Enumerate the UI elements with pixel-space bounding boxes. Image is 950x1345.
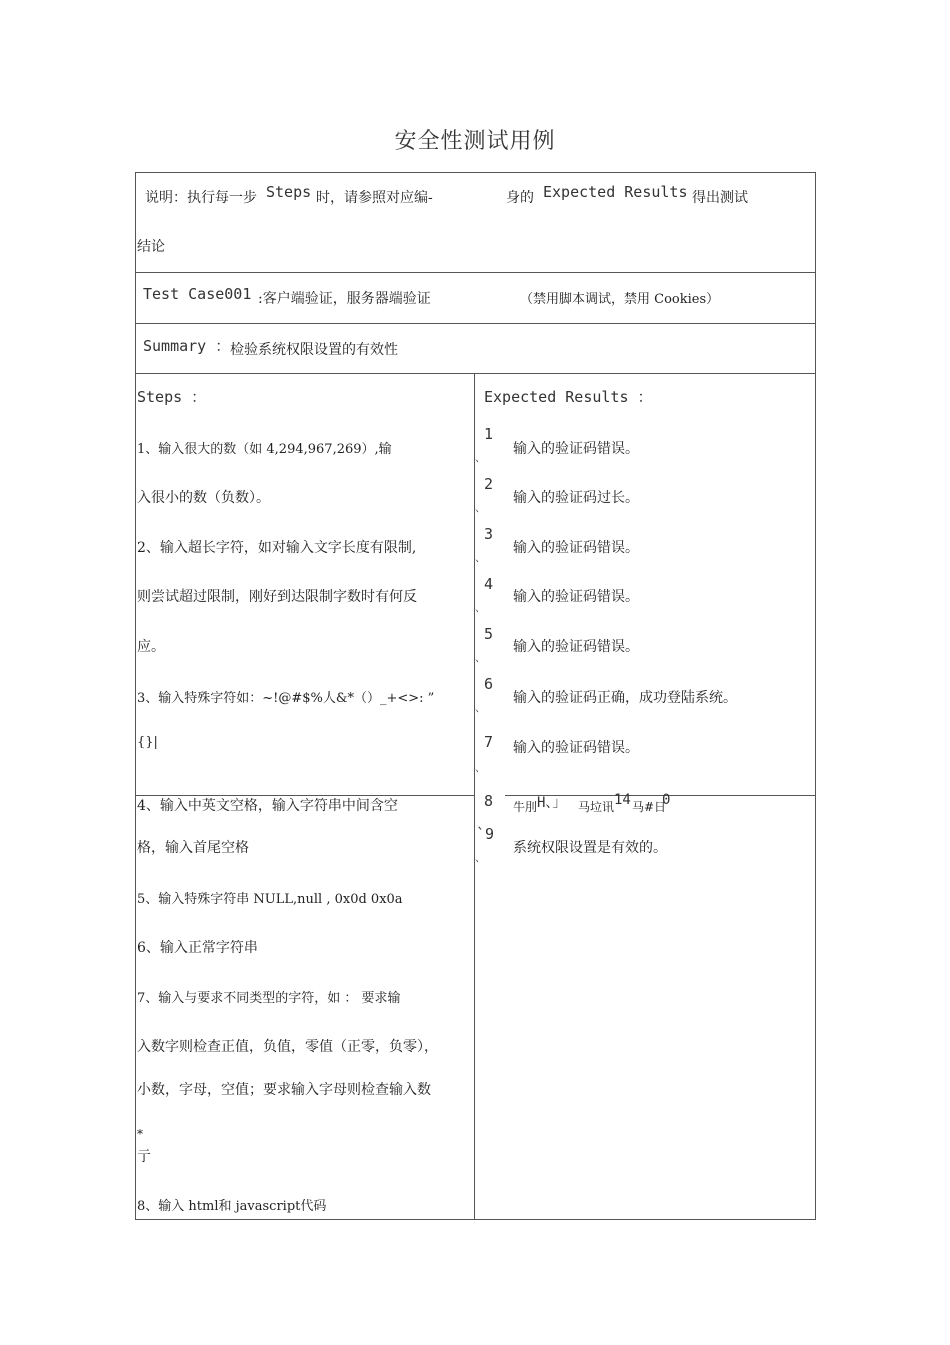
step-line: 8、输入 html和 javascript代码: [137, 1199, 327, 1214]
step-line: 入很小的数（负数）。: [137, 490, 270, 506]
step-line: {}|: [137, 735, 158, 750]
expected-tick: 、: [475, 551, 486, 564]
description-expected-word: Expected Results: [543, 183, 688, 201]
step-line: *: [137, 1127, 143, 1141]
description-part1: 说明：执行每一步: [145, 190, 257, 206]
step-line: 6、输入正常字符串: [137, 940, 258, 956]
row-divider-testcase: [135, 323, 816, 324]
expected-result: 输入的验证码错误。: [513, 540, 639, 556]
step-line: 格，输入首尾空格: [137, 840, 249, 856]
row-divider-summary: [135, 373, 816, 374]
step-line: 亍: [137, 1149, 151, 1165]
steps-header: Steps ：: [137, 388, 207, 406]
expected-number: 6: [484, 675, 494, 693]
description-part3: 身的: [506, 190, 534, 206]
page-title: 安全性测试用例: [394, 129, 556, 154]
expected-number: 3: [484, 525, 494, 543]
step-line: 小数，字母，空值；要求输入字母则检查输入数: [137, 1082, 431, 1098]
expected-number: 7: [484, 733, 494, 751]
expected-number: `9: [476, 825, 495, 843]
step-line: 4、输入中英文空格，输入字符串中间含空: [137, 798, 398, 814]
expected-tick: 、: [475, 651, 486, 664]
expected-result: 输入的验证码错误。: [513, 740, 639, 756]
description-line2: 结论: [137, 239, 165, 255]
garbled-text: 0: [662, 792, 671, 808]
step-line: 5、输入特殊字符串 NULL,null , 0x0d 0x0a: [137, 892, 403, 907]
description-part4: 得出测试: [692, 190, 748, 206]
row-divider-description: [135, 272, 816, 273]
garbled-text: 牛刖: [513, 800, 538, 814]
expected-result: 输入的验证码正确，成功登陆系统。: [513, 690, 737, 706]
expected-number: 2: [484, 475, 494, 493]
step-line: 3、输入特殊字符如：~!@#$%人&*（）_+<>: ”: [137, 691, 435, 706]
expected-number: 5: [484, 625, 494, 643]
expected-number: 1: [484, 425, 494, 443]
summary-label: Summary ：: [143, 337, 231, 355]
description-steps-word: Steps: [266, 183, 312, 201]
garbled-text: 14: [614, 792, 631, 808]
expected-tick: 、: [475, 501, 486, 514]
expected-result: 系统权限设置是有效的。: [513, 840, 667, 856]
expected-tick: 、: [475, 451, 486, 464]
garbled-text: 马#日: [632, 800, 667, 814]
expected-tick: 、: [475, 701, 486, 714]
step-line: 7、输入与要求不同类型的字符，如 ： 要求输: [137, 991, 401, 1006]
step-line: 应。: [137, 639, 165, 655]
expected-tick: 、: [475, 851, 486, 864]
expected-tick: 、: [475, 761, 486, 774]
step-line: 1、输入很大的数（如 4,294,967,269）,输: [137, 442, 392, 457]
step-line: 入数字则检查正值，负值，零值（正零，负零），: [137, 1039, 438, 1055]
step-line: 2、输入超长字符，如对输入文字长度有限制,: [137, 540, 417, 556]
step-line: 则尝试超过限制，刚好到达限制字数时有何反: [137, 589, 417, 605]
expected-header: Expected Results ：: [484, 388, 653, 406]
expected-number: 8: [484, 792, 494, 810]
garbled-text: 马垃讯: [578, 800, 615, 814]
expected-number: 4: [484, 575, 494, 593]
expected-result: 输入的验证码错误。: [513, 639, 639, 655]
test-case-note: （禁用脚本调试，禁用 Cookies）: [520, 292, 720, 307]
expected-tick: 、: [475, 601, 486, 614]
test-case-text: :客户端验证，服务器端验证: [258, 291, 431, 307]
expected-result: 输入的验证码错误。: [513, 589, 639, 605]
expected-result: 输入的验证码过长。: [513, 490, 639, 506]
garbled-text: H、」: [537, 795, 567, 811]
description-part2: 时，请参照对应编-: [316, 190, 433, 206]
expected-result: 输入的验证码错误。: [513, 441, 639, 457]
test-case-id: Test Case001: [143, 285, 252, 303]
summary-text: 检验系统权限设置的有效性: [230, 342, 398, 358]
